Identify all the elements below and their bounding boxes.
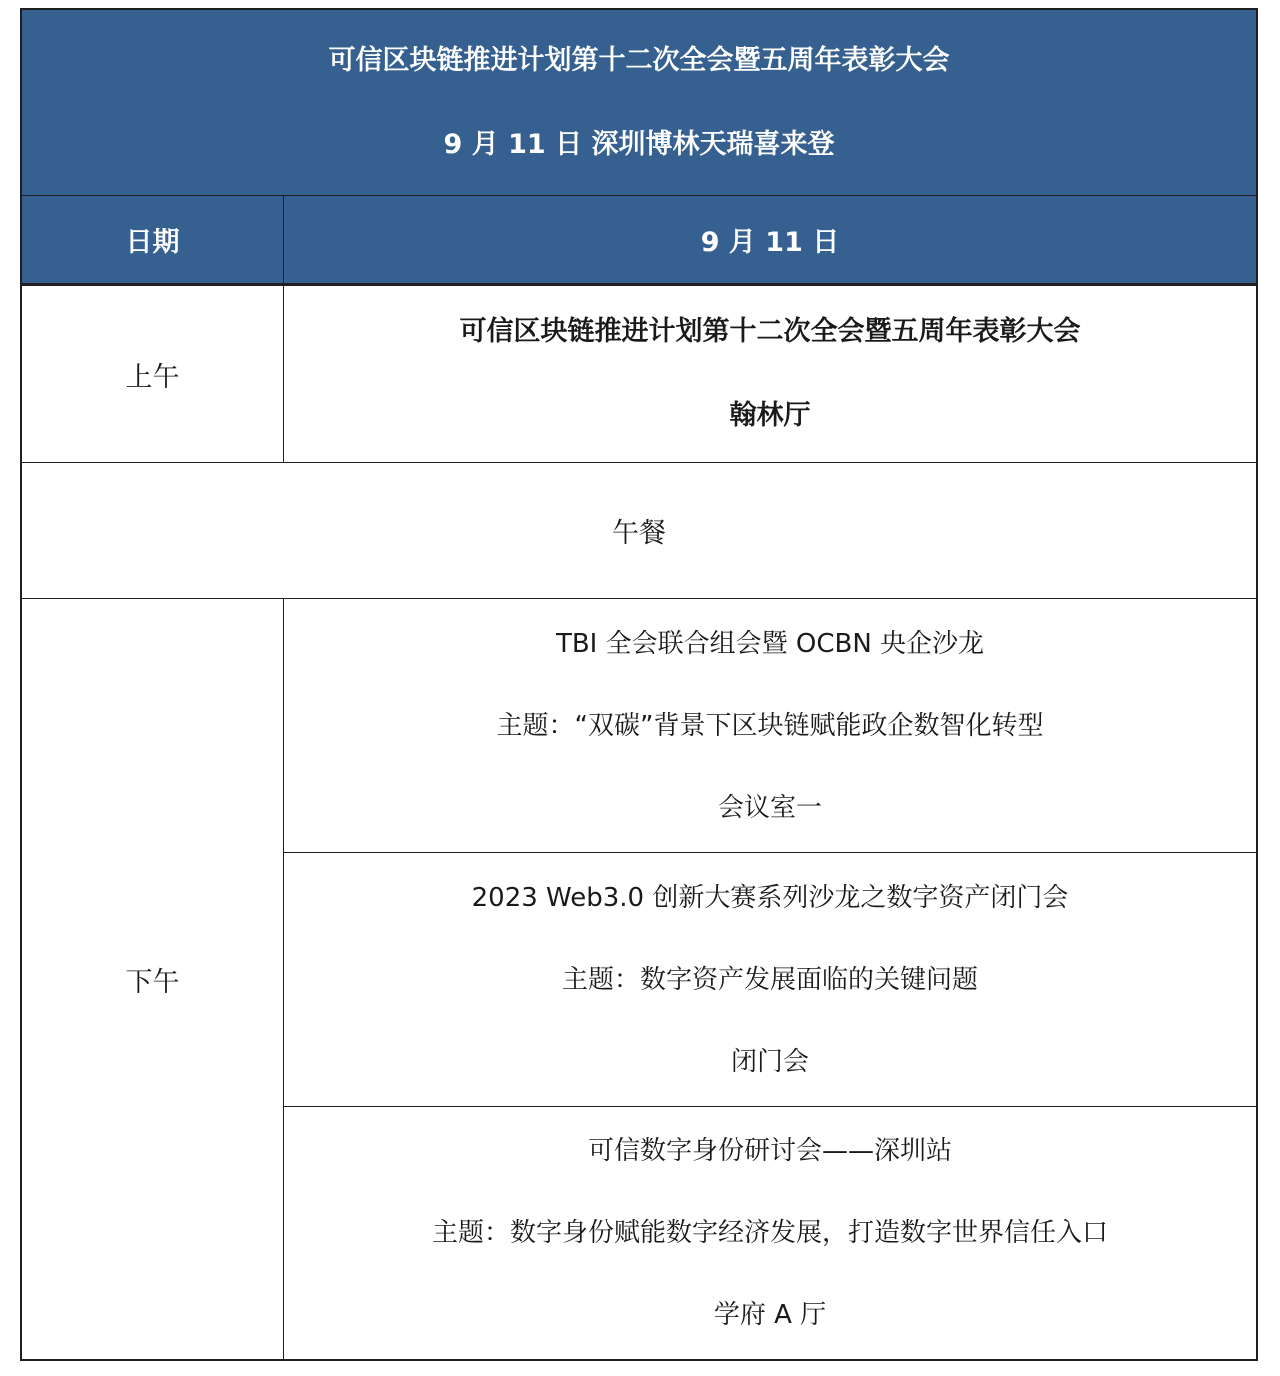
session-1 <box>284 599 1256 853</box>
date-label: 日期 <box>22 196 284 283</box>
afternoon-label: 下午 <box>22 599 284 1359</box>
session-venue: 闭门会 <box>730 1046 809 1077</box>
schedule-table <box>20 8 1258 1361</box>
session-title: TBI 全会联合组会暨 OCBN 央企沙龙 <box>555 628 985 659</box>
morning-session <box>284 286 1256 462</box>
afternoon-row <box>22 599 1256 1359</box>
session-venue: 会议室一 <box>717 792 822 823</box>
session-3 <box>284 1107 1256 1359</box>
morning-label: 上午 <box>22 286 284 462</box>
session-theme: 主题：数字身份赋能数字经济发展，打造数字世界信任入口 <box>431 1218 1108 1248</box>
afternoon-sessions <box>284 599 1256 1359</box>
lunch-label: 午餐 <box>612 518 666 549</box>
lunch-row <box>22 463 1256 599</box>
session-title: 2023 Web3.0 创新大赛系列沙龙之数字资产闭门会 <box>471 882 1069 913</box>
title-block <box>22 10 1256 196</box>
morning-venue: 翰林厅 <box>729 400 811 431</box>
session-title: 可信数字身份研讨会——深圳站 <box>587 1136 952 1166</box>
session-theme: 主题：“双碳”背景下区块链赋能政企数智化转型 <box>496 710 1044 741</box>
conference-title: 可信区块链推进计划第十二次全会暨五周年表彰大会 <box>328 44 950 76</box>
morning-row <box>22 286 1256 463</box>
session-2 <box>284 853 1256 1107</box>
morning-event-title: 可信区块链推进计划第十二次全会暨五周年表彰大会 <box>459 316 1081 347</box>
session-venue: 学府 A 厅 <box>713 1300 827 1330</box>
header-row <box>22 196 1256 286</box>
date-value: 9 月 11 日 <box>700 227 840 258</box>
conference-date-location: 9 月 11 日 深圳博林天瑞喜来登 <box>443 128 835 160</box>
session-theme: 主题：数字资产发展面临的关键问题 <box>561 964 978 995</box>
